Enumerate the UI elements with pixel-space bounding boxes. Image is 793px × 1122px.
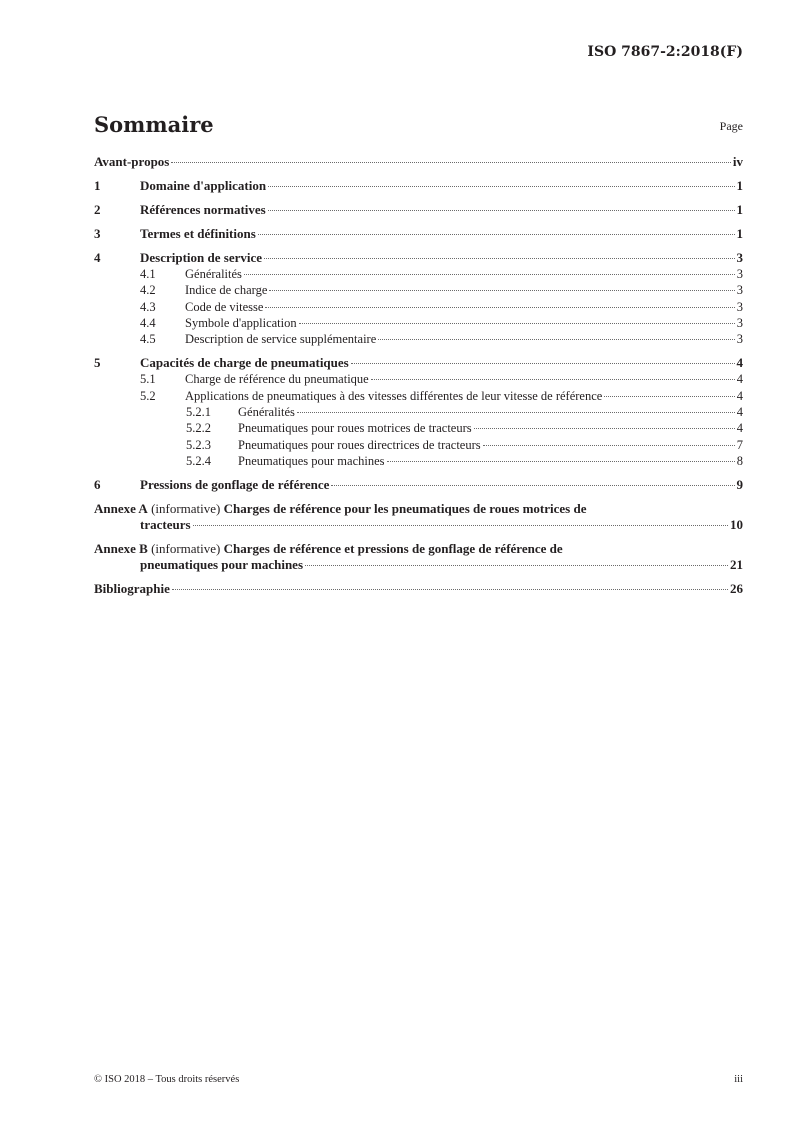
- dot-leader: [387, 461, 735, 462]
- toc-entry-page: 3: [736, 332, 743, 347]
- toc-entry-label: Bibliographie: [94, 581, 170, 597]
- annex-title-end: pneumatiques pour machines: [140, 557, 304, 573]
- toc-entry-page: 4: [736, 421, 743, 436]
- toc-entry-label: Pneumatiques pour roues motrices de tracteurs: [238, 421, 472, 436]
- toc-entry-avant-propos[interactable]: [94, 154, 743, 170]
- toc-entry-label: Description de service supplémentaire: [185, 332, 377, 347]
- toc-entry-page: 3: [736, 299, 743, 314]
- toc-title: Sommaire: [94, 112, 214, 137]
- toc-entry-label: Généralités: [185, 267, 242, 281]
- toc-entry-page: 1: [736, 178, 743, 193]
- toc-entry-number: 5.2.2: [186, 421, 211, 436]
- toc-entry-number: 5.2.1: [186, 405, 211, 420]
- toc-entry-annex-a[interactable]: [94, 501, 743, 533]
- toc-entry-page: iv: [732, 154, 743, 169]
- dot-leader: [268, 210, 735, 211]
- toc-entry-label: Termes et définitions: [140, 226, 256, 241]
- toc-entry-page: 26: [730, 581, 743, 597]
- dot-leader: [604, 396, 734, 397]
- toc-entry-number: 4.4: [140, 315, 156, 330]
- annex-name: Annexe B: [94, 541, 148, 557]
- toc-entry-page: 1: [736, 202, 743, 217]
- document-reference: ISO 7867-2:2018(F): [587, 44, 743, 60]
- toc-entry-label: Pneumatiques pour roues directrices de tracteurs: [238, 437, 481, 452]
- toc-entry-5-1[interactable]: [94, 371, 743, 387]
- toc-entry-4-3[interactable]: [94, 299, 743, 315]
- toc-entry-number: 4.5: [140, 332, 156, 347]
- dot-leader: [244, 274, 735, 275]
- toc-entry-label: Domaine d'application: [140, 178, 267, 193]
- toc-entry-number: 5.2.3: [186, 437, 211, 452]
- toc-entry-5-2-1[interactable]: [94, 404, 743, 420]
- toc-entry-page: 10: [730, 517, 743, 533]
- toc-entry-1[interactable]: [94, 178, 743, 194]
- toc-entry-label: Avant-propos: [94, 154, 170, 169]
- footer-page-number: iii: [734, 1074, 743, 1085]
- toc-entry-4-1[interactable]: [94, 266, 743, 282]
- dot-leader: [305, 565, 728, 566]
- annex-title: Charges de référence et pressions de gonflage de référence de: [223, 541, 563, 557]
- dot-leader: [171, 162, 731, 163]
- toc-entry-number: 5.1: [140, 372, 156, 387]
- dot-leader: [193, 525, 728, 526]
- toc-entry-5[interactable]: [94, 355, 743, 371]
- toc-entry-label: Pneumatiques pour machines: [238, 453, 385, 468]
- toc-entry-label: Pressions de gonflage de référence: [140, 477, 330, 493]
- toc-title-row: [94, 112, 743, 140]
- page-column-label: Page: [719, 119, 743, 133]
- dot-leader: [483, 445, 735, 446]
- toc-entry-5-2-3[interactable]: [94, 437, 743, 453]
- dot-leader: [264, 258, 734, 259]
- annex-type: (informative): [151, 501, 221, 517]
- toc-entry-number: 3: [94, 226, 101, 241]
- toc-entry-label: Généralités: [238, 405, 295, 420]
- toc-entry-label: Applications de pneumatiques à des vitesses différentes de leur vitesse de référence: [185, 388, 603, 403]
- toc-entry-number: 4: [94, 250, 101, 265]
- toc-entry-page: 9: [736, 477, 743, 493]
- toc-entry-page: 3: [736, 267, 743, 281]
- toc-entry-page: 4: [736, 388, 743, 403]
- annex-title-end: tracteurs: [140, 517, 191, 533]
- toc-entry-page: 4: [736, 355, 743, 371]
- toc-entry-page: 3: [736, 315, 743, 330]
- annex-title-continuation: [94, 517, 743, 533]
- toc-entry-page: 3: [736, 283, 743, 298]
- toc-entry-page: 21: [730, 557, 743, 573]
- toc-entry-label: Capacités de charge de pneumatiques: [140, 355, 349, 371]
- dot-leader: [331, 485, 734, 486]
- toc-entry-page: 3: [736, 250, 743, 265]
- toc-entry-label: Charge de référence du pneumatique: [185, 372, 369, 387]
- dot-leader: [269, 290, 734, 291]
- annex-heading-line: [94, 501, 743, 517]
- toc-entry-number: 1: [94, 178, 101, 193]
- toc-entry-page: 4: [736, 372, 743, 387]
- toc-entry-number: 5.2: [140, 388, 156, 403]
- dot-leader: [268, 186, 734, 187]
- toc-entry-page: 7: [736, 437, 743, 452]
- toc-entry-2[interactable]: [94, 202, 743, 218]
- dot-leader: [265, 307, 734, 308]
- dot-leader: [299, 323, 735, 324]
- annex-title-continuation: [94, 557, 743, 573]
- toc-entry-6[interactable]: [94, 477, 743, 493]
- toc-entry-number: 4.2: [140, 283, 156, 298]
- annex-type: (informative): [151, 541, 221, 557]
- toc-entry-5-2-2[interactable]: [94, 420, 743, 436]
- toc-entry-4[interactable]: [94, 250, 743, 266]
- toc-entry-4-2[interactable]: [94, 282, 743, 298]
- toc-entry-number: 4.3: [140, 299, 156, 314]
- toc-entry-label: Symbole d'application: [185, 315, 297, 330]
- footer-copyright: © ISO 2018 – Tous droits réservés: [94, 1074, 240, 1085]
- dot-leader: [378, 339, 735, 340]
- toc-entry-3[interactable]: [94, 226, 743, 242]
- toc-entry-page: 4: [736, 405, 743, 420]
- toc-entry-page: 1: [736, 226, 743, 241]
- dot-leader: [172, 589, 728, 590]
- toc-entry-number: 2: [94, 202, 101, 217]
- toc-entry-5-2-4[interactable]: [94, 453, 743, 469]
- dot-leader: [297, 412, 735, 413]
- toc-entry-number: 6: [94, 477, 101, 493]
- toc-entry-5-2[interactable]: [94, 388, 743, 404]
- toc-entry-label: Références normatives: [140, 202, 266, 217]
- toc-entry-page: 8: [736, 453, 743, 468]
- toc-entry-annex-b[interactable]: [94, 541, 743, 573]
- toc-entry-number: 4.1: [140, 267, 156, 281]
- table-of-contents: [94, 154, 743, 597]
- toc-entry-bibliographie[interactable]: [94, 581, 743, 597]
- toc-entry-label: Code de vitesse: [185, 299, 264, 314]
- dot-leader: [371, 379, 735, 380]
- toc-entry-4-5[interactable]: [94, 331, 743, 347]
- toc-entry-label: Indice de charge: [185, 283, 268, 298]
- toc-entry-4-4[interactable]: [94, 315, 743, 331]
- dot-leader: [351, 363, 735, 364]
- toc-entry-number: 5: [94, 355, 101, 371]
- toc-entry-number: 5.2.4: [186, 453, 211, 468]
- dot-leader: [258, 234, 735, 235]
- annex-title: Charges de référence pour les pneumatiques de roues motrices de: [223, 501, 587, 517]
- annex-heading-line: [94, 541, 743, 557]
- dot-leader: [474, 428, 735, 429]
- toc-entry-label: Description de service: [140, 250, 263, 265]
- annex-name: Annexe A: [94, 501, 148, 517]
